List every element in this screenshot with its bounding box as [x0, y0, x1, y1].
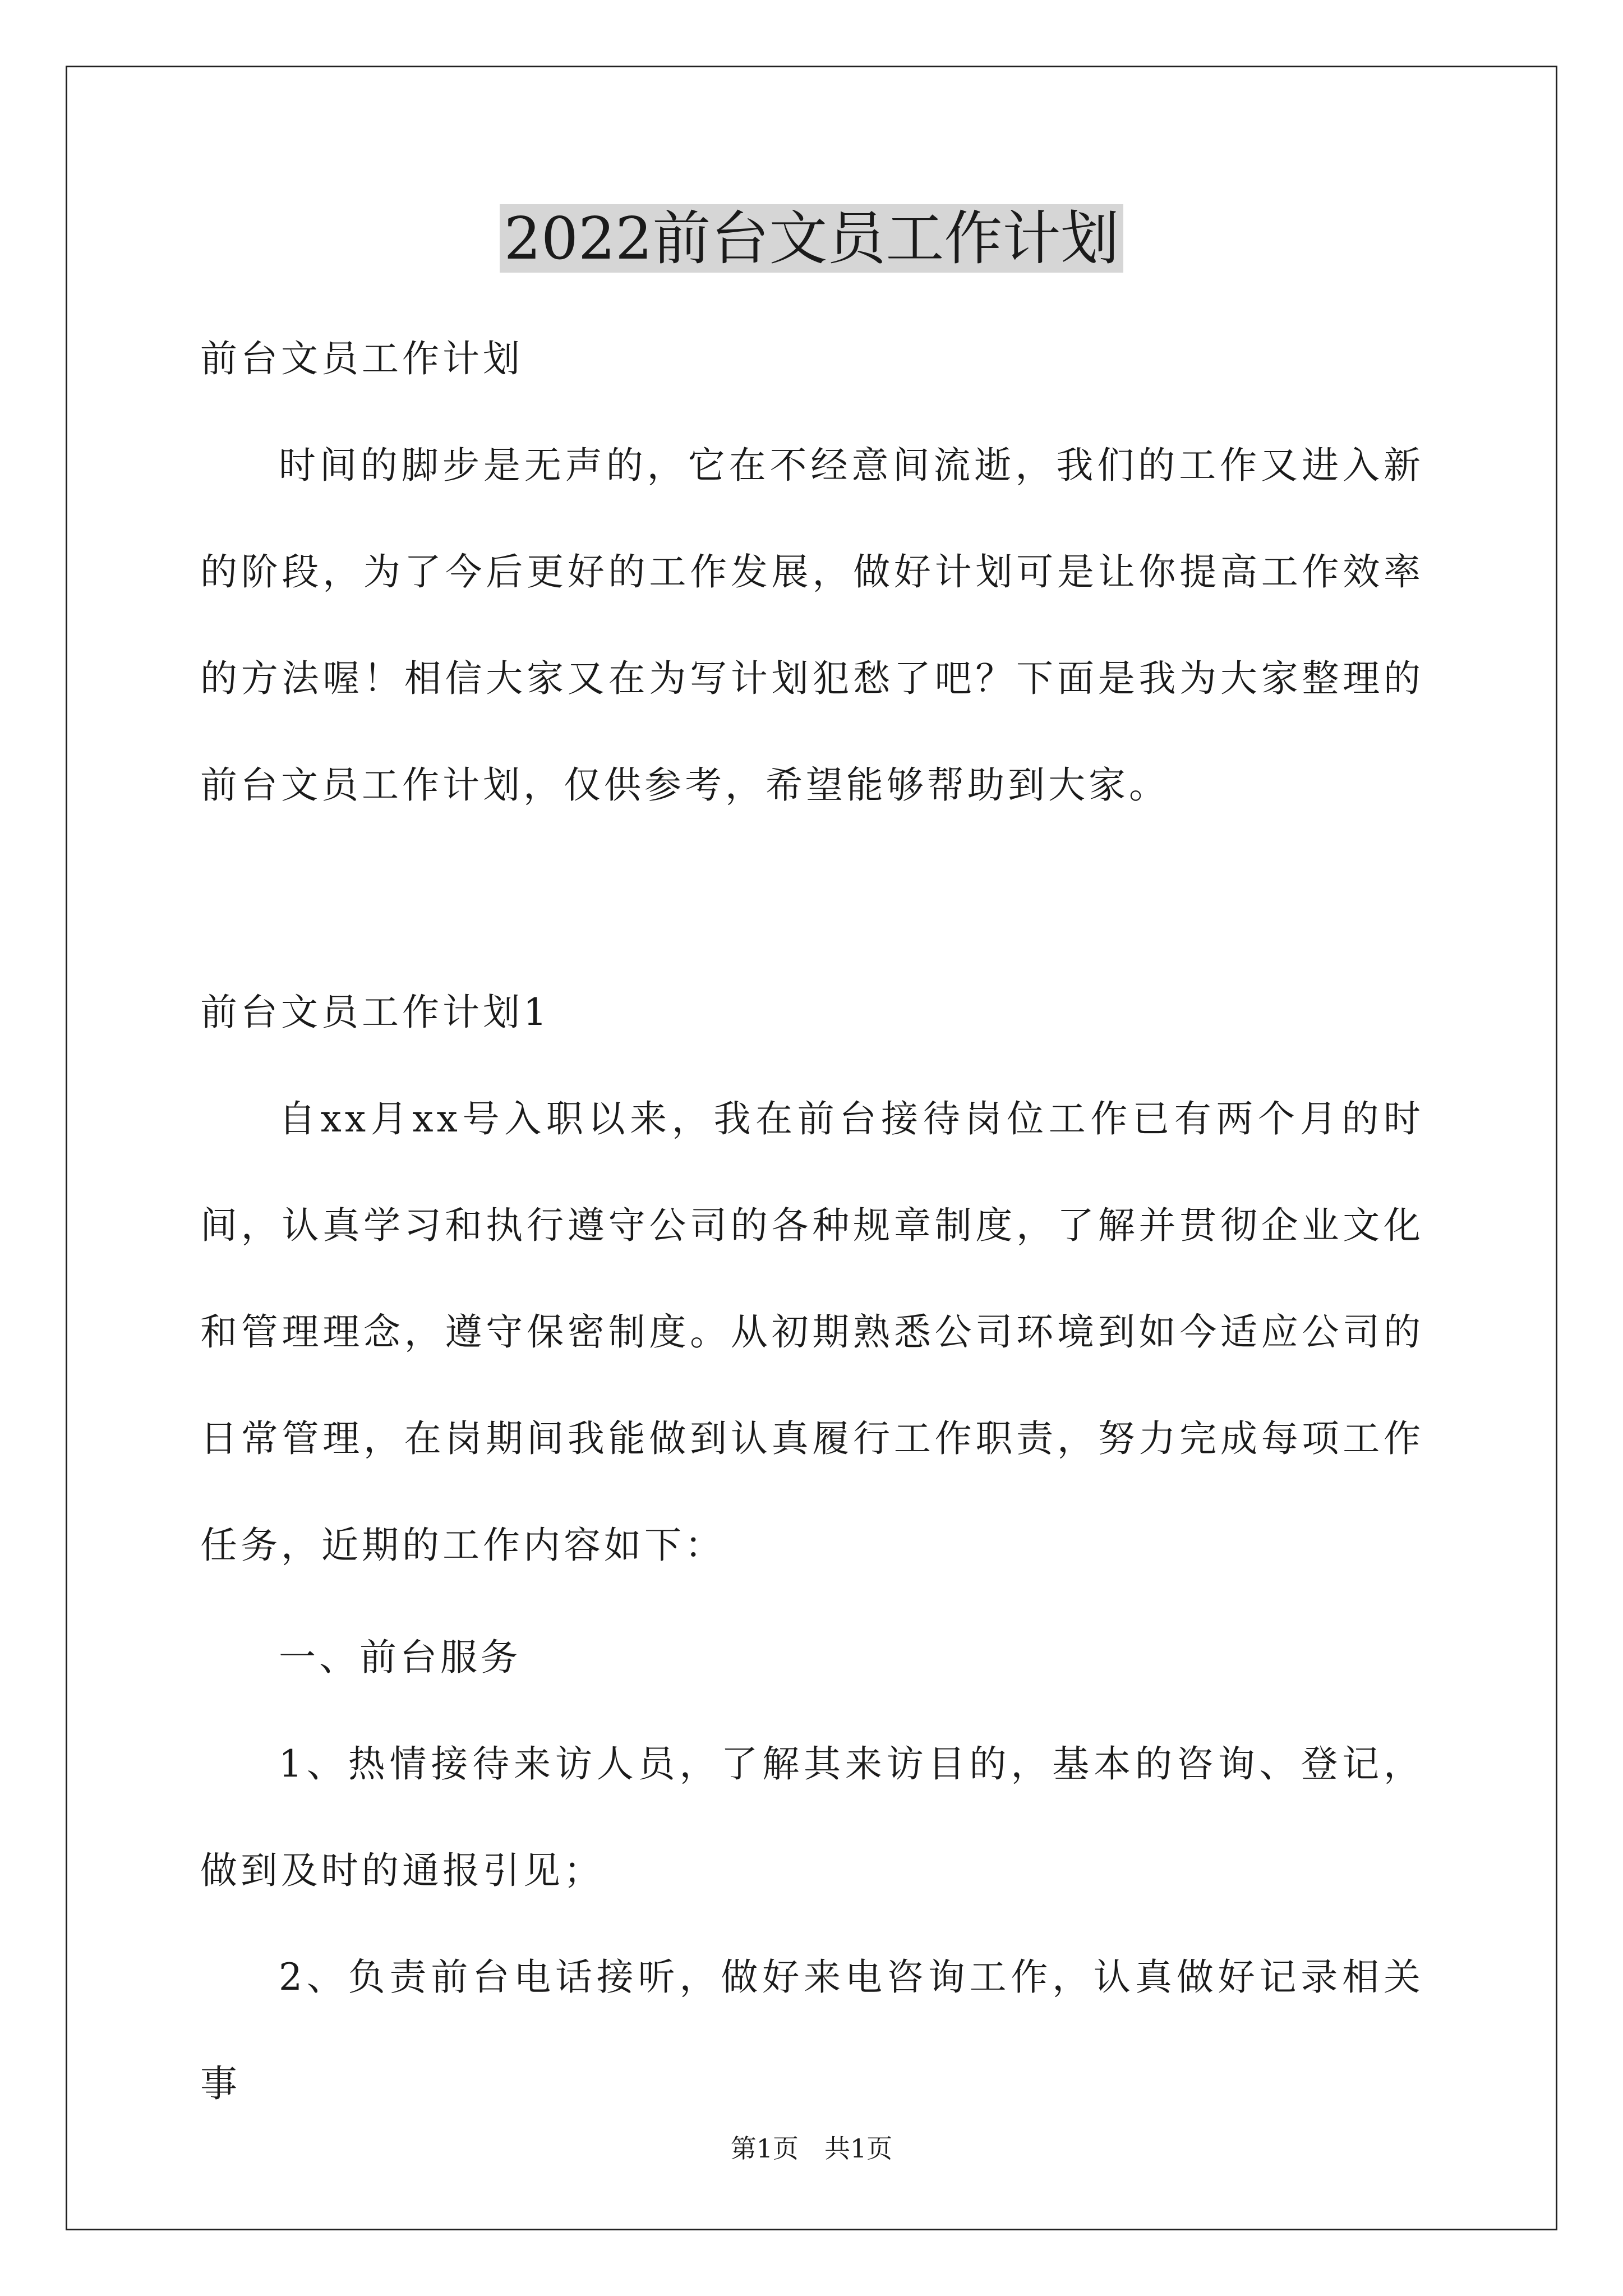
list-item-1: 1、热情接待来访人员，了解其来访目的，基本的咨询、登记，做到及时的通报引见； [200, 1742, 1424, 1892]
document-title-text: 2022前台文员工作计划 [500, 204, 1124, 273]
page-footer: 第1页 共1页 [730, 2133, 893, 2164]
section-1-paragraph: 自xx月xx号入职以来，我在前台接待岗位工作已有两个月的时间，认真学习和执行遵守公司的各种规章制度，了解并贯彻企业文化和管理理念，遵守保密制度。从初期熟悉公司环境到如今适应公司的日常管理，在岗期间我能做到认真履行工作职责，努力完成每项工作任务，近期的工作内容如下： [200, 1097, 1424, 1567]
list-item-2: 2、负责前台电话接听，做好来电咨询工作，认真做好记录相关事 [200, 1955, 1424, 2105]
subsection-heading-front-desk: 一、前台服务 [279, 1636, 521, 1679]
intro-paragraph: 时间的脚步是无声的，它在不经意间流逝，我们的工作又进入新的阶段，为了今后更好的工作发展，做好计划可是让你提高工作效率的方法喔！相信大家又在为写计划犯愁了吧？下面是我为大家整理的前台文员工作计划，仅供参考，希望能够帮助到大家。 [200, 444, 1424, 807]
document-subtitle: 前台文员工作计划 [200, 337, 523, 380]
document-title [0, 196, 1623, 280]
section-1-heading: 前台文员工作计划1 [200, 991, 550, 1034]
